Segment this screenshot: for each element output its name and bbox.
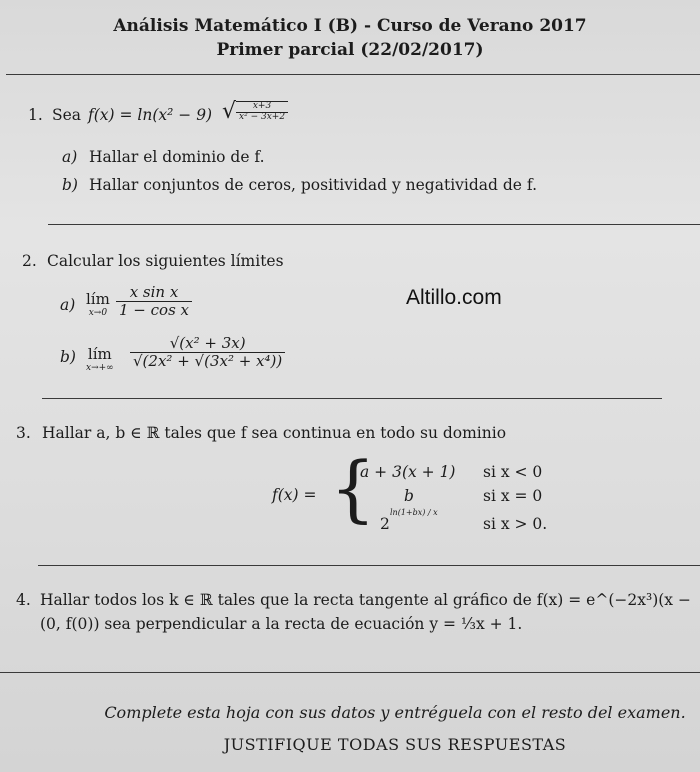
q4-number: 4. xyxy=(16,591,31,609)
q1-divider xyxy=(48,224,700,225)
q2-b-denominator: √(2x² + √(3x² + x⁴)) xyxy=(133,351,283,370)
q3-case3-exponent: ln(1+bx) / x xyxy=(390,508,438,517)
q3-case2-expr: b xyxy=(404,487,414,505)
q1-root-numerator: x+3 xyxy=(236,102,288,113)
q1-b-text: Hallar conjuntos de ceros, positividad y negatividad de f. xyxy=(89,176,538,194)
q3-number: 3. xyxy=(16,424,31,442)
q3-case3-cond: si x > 0. xyxy=(483,515,548,533)
q2-b-label: b) xyxy=(60,348,76,366)
q3-brace: { xyxy=(330,446,376,530)
q2-a-lim-word: lím xyxy=(86,290,110,308)
q3-case2-cond: si x = 0 xyxy=(483,487,543,505)
watermark: Altillo.com xyxy=(406,286,502,309)
q2-b-numerator: √(x² + 3x) xyxy=(130,335,285,353)
q2-b-lim-word: lím xyxy=(87,345,112,363)
q1-intro: Sea xyxy=(52,106,82,124)
q3-case1-expr: a + 3(x + 1) xyxy=(360,463,456,481)
q1-b-label: b) xyxy=(62,176,78,194)
q1-a-text: Hallar el dominio de f. xyxy=(89,148,265,166)
q2-number: 2. xyxy=(22,252,37,270)
q1-number: 1. xyxy=(28,106,43,124)
q2-a-fraction xyxy=(116,284,192,318)
q2-b-lim-sub: x→+∞ xyxy=(86,363,114,373)
q2-b-fraction xyxy=(130,335,285,369)
footer-justify: JUSTIFIQUE TODAS SUS RESPUESTAS xyxy=(223,735,567,754)
q3-divider xyxy=(38,565,700,566)
exam-subtitle: Primer parcial (22/02/2017) xyxy=(216,40,484,60)
q3-case3-base: 2 xyxy=(380,515,390,533)
footer-instruction: Complete esta hoja con sus datos y entréguela con el resto del examen. xyxy=(104,703,686,722)
q3-lhs: f(x) = xyxy=(272,486,317,504)
q1-function: f(x) = ln(x² − 9) xyxy=(88,106,213,124)
q4-line2: (0, f(0)) sea perpendicular a la recta de ecuación y = ⅓x + 1. xyxy=(40,615,523,633)
q2-a-numerator: x sin x xyxy=(116,284,192,302)
q2-a-denominator: 1 − cos x xyxy=(119,300,190,319)
q2-b-limit xyxy=(86,345,114,373)
q4-line1: Hallar todos los k ∈ ℝ tales que la recta tangente al gráfico de f(x) = e^(−2x³)(x − xyxy=(40,591,691,609)
q1-a-label: a) xyxy=(62,148,78,166)
q4-divider xyxy=(0,672,700,673)
q2-intro: Calcular los siguientes límites xyxy=(47,252,284,270)
q2-a-lim-sub: x→0 xyxy=(88,308,108,318)
q2-a-limit xyxy=(86,290,110,318)
q1-sqrt: √ $\frac{x+3}{\text{x² − 3x+2}}$ xyxy=(222,99,288,124)
q2-a-label: a) xyxy=(60,296,76,314)
q3-intro: Hallar a, b ∈ ℝ tales que f sea continua en todo su dominio xyxy=(42,424,507,442)
q2-divider xyxy=(42,398,662,399)
exam-title: Análisis Matemático I (B) - Curso de Verano 2017 xyxy=(113,16,587,36)
header-divider xyxy=(6,74,700,75)
q3-case1-cond: si x < 0 xyxy=(483,463,543,481)
q1-root-denominator: x² − 3x+2 xyxy=(239,111,286,122)
